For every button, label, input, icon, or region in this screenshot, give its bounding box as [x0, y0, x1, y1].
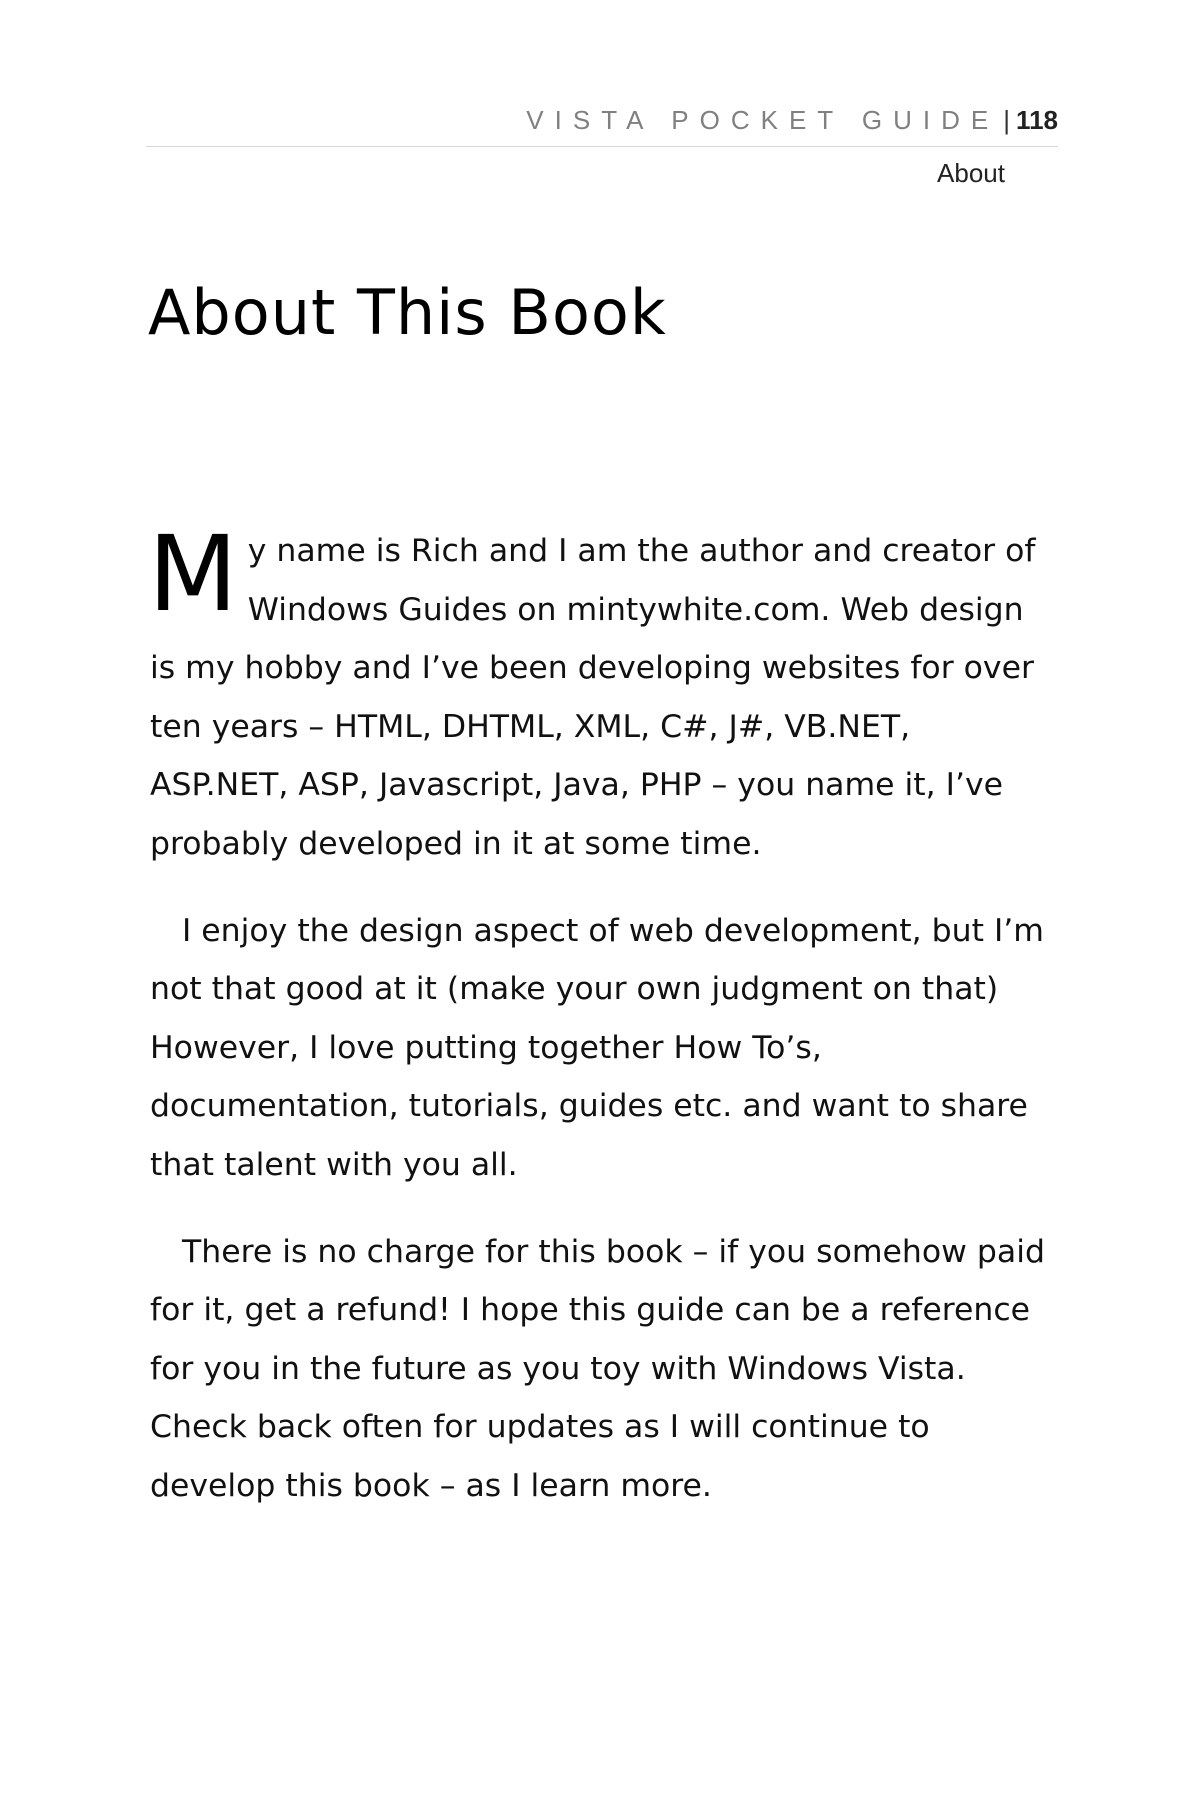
paragraph-3: There is no charge for this book – if you somehow paid for it, get a refund! I hope this guide can be a reference for you in the future as you toy with Windows Vista. Check back often for updates as I will continue to develop this book – as I learn more.: [150, 1233, 1045, 1504]
section-label: About: [937, 158, 1005, 188]
page-number: 118: [1016, 105, 1058, 135]
running-header: [146, 100, 1058, 147]
body-text: [148, 513, 1055, 1544]
header-separator: |: [1003, 105, 1011, 135]
book-title: VISTA POCKET GUIDE: [526, 105, 1000, 135]
paragraph-1: [148, 513, 1055, 874]
chapter-title: About This Book: [148, 276, 667, 349]
paragraph-1-text: y name is Rich and I am the author and creator of Windows Guides on mintywhite.com. Web design is my hobby and I’ve been developing websites for over ten years – HTML, DHTML, XML, C#, J#, VB.NET, ASP.NET, ASP, Javascript, Java, PHP – you name it, I’ve probably developed in it at some time.: [150, 533, 1036, 862]
drop-cap: M: [148, 513, 238, 635]
paragraph-2: I enjoy the design aspect of web development, but I’m not that good at it (make your own judgment on that) However, I love putting together How To’s, documentation, tutorials, guides etc. and want to share that talent with you all.: [150, 912, 1044, 1183]
